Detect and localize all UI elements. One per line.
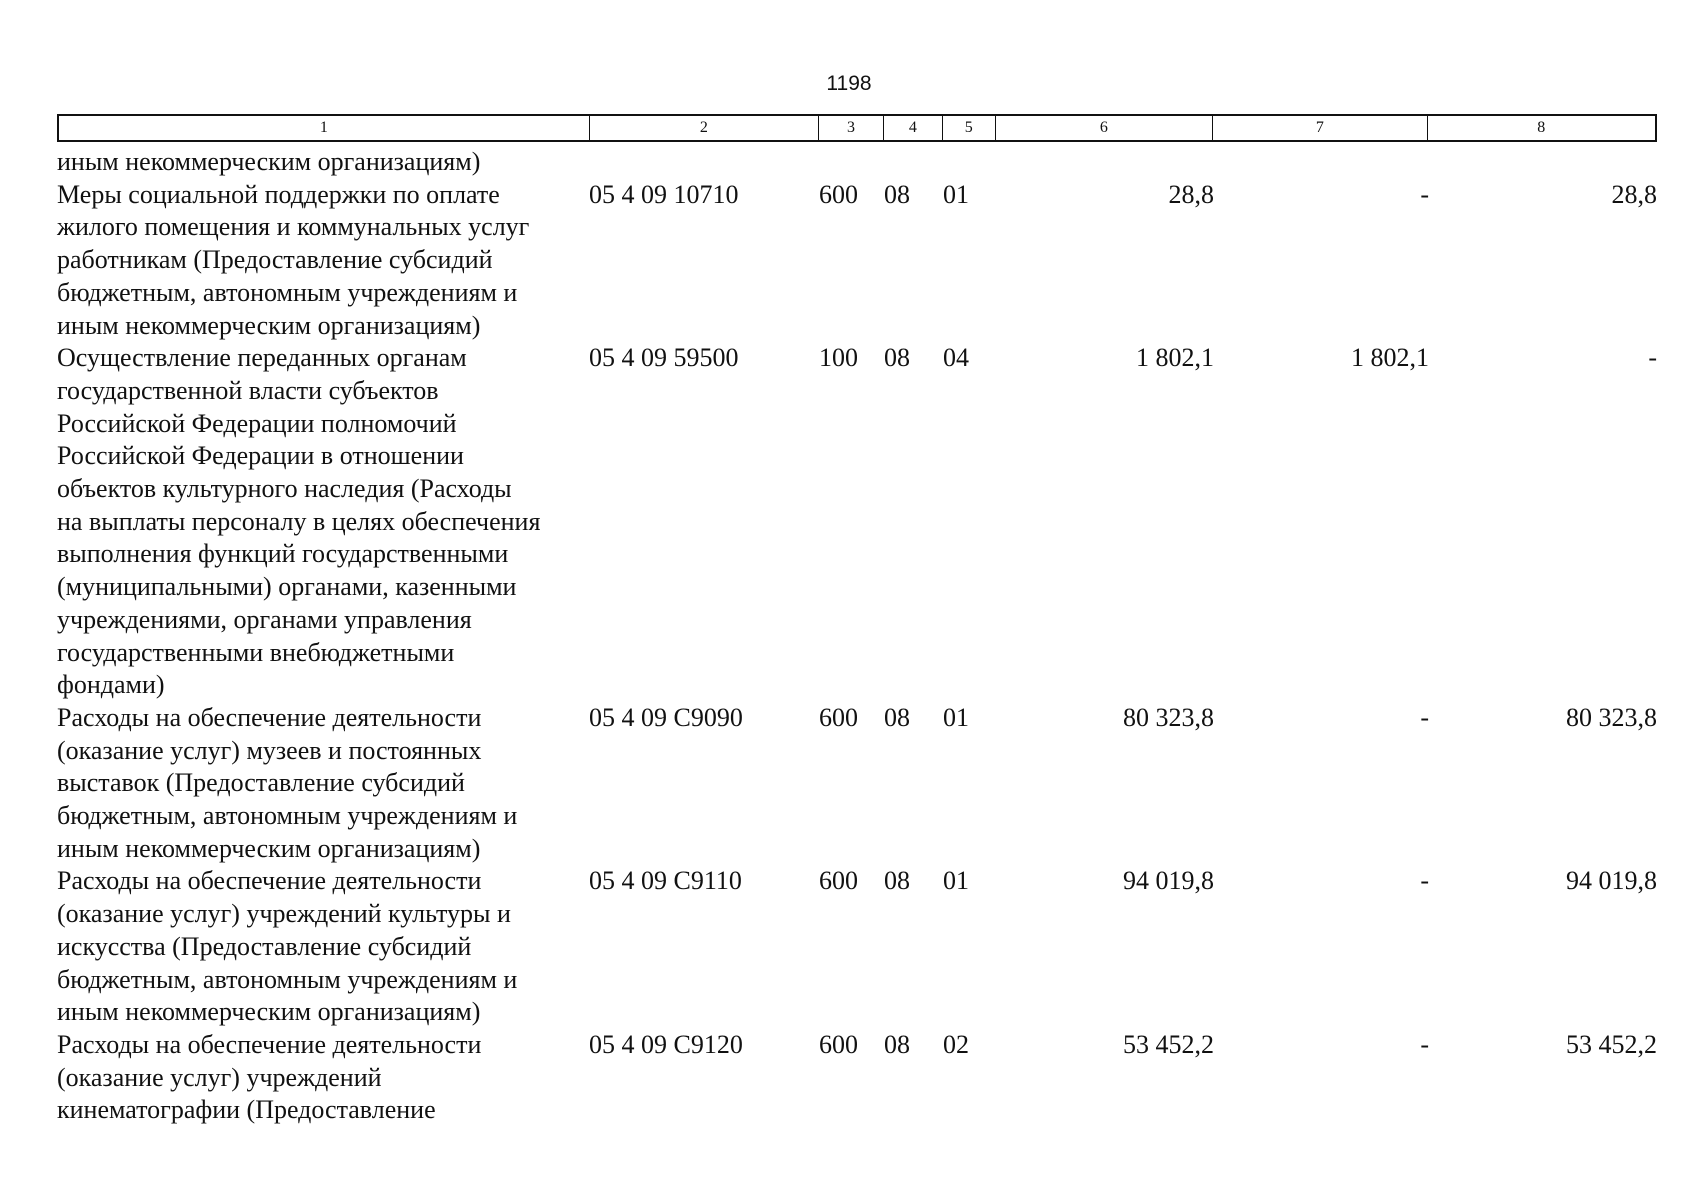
column-header-7: 7	[1213, 116, 1427, 140]
budget-code-cell: 05 4 09 10710	[589, 179, 739, 209]
regional-amount-cell: 53 452,2	[1566, 1029, 1657, 1059]
column-header-4: 4	[884, 116, 943, 140]
table-row	[57, 702, 1657, 866]
section-cell: 08	[884, 1029, 910, 1059]
description-cell	[57, 702, 589, 866]
description-line: работникам (Предоставление субсидий	[57, 245, 493, 275]
table-row	[57, 146, 1657, 179]
page-number: 1198	[826, 72, 872, 95]
description-line: на выплаты персоналу в целях обеспечения	[57, 506, 541, 536]
total-amount-cell: 53 452,2	[1123, 1029, 1214, 1059]
table-row	[57, 342, 1657, 702]
federal-amount-cell: -	[1420, 866, 1429, 896]
description-cell	[57, 342, 589, 702]
section-cell: 08	[884, 702, 910, 732]
budget-code-cell: 05 4 09 С9090	[589, 702, 743, 732]
section-cell: 08	[884, 866, 910, 896]
description-line: государственными внебюджетными	[57, 637, 455, 667]
subsection-cell: 01	[943, 702, 969, 732]
total-amount-cell: 80 323,8	[1123, 702, 1214, 732]
description-line: Расходы на обеспечение деятельности	[57, 866, 482, 896]
column-header-6: 6	[996, 116, 1213, 140]
table-row	[57, 1029, 1657, 1127]
description-line: Российской Федерации в отношении	[57, 441, 464, 471]
column-header-1: 1	[59, 116, 590, 140]
section-cell: 08	[884, 179, 910, 209]
regional-amount-cell: 94 019,8	[1566, 866, 1657, 896]
subsection-cell: 02	[943, 1029, 969, 1059]
table-row	[57, 179, 1657, 343]
column-header-3: 3	[819, 116, 884, 140]
table-row	[57, 865, 1657, 1029]
subsection-cell: 04	[943, 343, 969, 373]
description-line: (оказание услуг) музеев и постоянных	[57, 735, 482, 765]
description-line: кинематографии (Предоставление	[57, 1095, 436, 1125]
table-header	[57, 114, 1657, 142]
description-line: Расходы на обеспечение деятельности	[57, 702, 482, 732]
federal-amount-cell: 1 802,1	[1351, 343, 1429, 373]
description-line: государственной власти субъектов	[57, 375, 439, 405]
description-line: иным некоммерческим организациям)	[57, 147, 481, 176]
budget-code-cell: 05 4 09 С9120	[589, 1029, 743, 1059]
description-line: иным некоммерческим организациям)	[57, 997, 481, 1027]
column-header-5: 5	[943, 116, 996, 140]
description-line: объектов культурного наследия (Расходы	[57, 474, 512, 504]
budget-code-cell: 05 4 09 59500	[589, 343, 739, 373]
description-line: Расходы на обеспечение деятельности	[57, 1029, 482, 1059]
table-body	[57, 146, 1657, 1127]
description-line: учреждениями, органами управления	[57, 604, 472, 634]
regional-amount-cell: 80 323,8	[1566, 702, 1657, 732]
expense-type-cell: 600	[819, 702, 858, 732]
description-cell	[57, 1029, 589, 1127]
total-amount-cell: 1 802,1	[1136, 343, 1214, 373]
description-cell	[57, 179, 589, 343]
description-line: выставок (Предоставление субсидий	[57, 768, 465, 798]
column-header-2: 2	[590, 116, 819, 140]
budget-code-cell: 05 4 09 С9110	[589, 866, 742, 896]
description-line: иным некоммерческим организациям)	[57, 833, 481, 863]
subsection-cell: 01	[943, 866, 969, 896]
expense-type-cell: 600	[819, 866, 858, 896]
description-line: бюджетным, автономным учреждениям и	[57, 277, 518, 307]
description-line: (оказание услуг) учреждений	[57, 1062, 382, 1092]
federal-amount-cell: -	[1420, 702, 1429, 732]
subsection-cell: 01	[943, 179, 969, 209]
description-cell	[57, 865, 589, 1029]
description-line: бюджетным, автономным учреждениям и	[57, 964, 518, 994]
federal-amount-cell: -	[1420, 1029, 1429, 1059]
description-line: фондами)	[57, 670, 165, 700]
description-line: иным некоммерческим организациям)	[57, 310, 481, 340]
expense-type-cell: 600	[819, 1029, 858, 1059]
federal-amount-cell: -	[1420, 179, 1429, 209]
description-line: искусства (Предоставление субсидий	[57, 931, 472, 961]
total-amount-cell: 94 019,8	[1123, 866, 1214, 896]
expense-type-cell: 100	[819, 343, 858, 373]
description-line: (муниципальными) органами, казенными	[57, 572, 517, 602]
description-line: выполнения функций государственными	[57, 539, 509, 569]
section-cell: 08	[884, 343, 910, 373]
column-header-8: 8	[1537, 119, 1546, 136]
description-line: Меры социальной поддержки по оплате	[57, 179, 500, 209]
total-amount-cell: 28,8	[1168, 179, 1214, 209]
regional-amount-cell: 28,8	[1611, 179, 1657, 209]
description-line: Осуществление переданных органам	[57, 343, 467, 373]
description-cell	[57, 146, 589, 179]
description-line: (оказание услуг) учреждений культуры и	[57, 899, 511, 929]
description-line: бюджетным, автономным учреждениям и	[57, 801, 518, 831]
description-line: жилого помещения и коммунальных услуг	[57, 212, 530, 242]
description-line: Российской Федерации полномочий	[57, 408, 457, 438]
regional-amount-cell: -	[1648, 343, 1657, 373]
expense-type-cell: 600	[819, 179, 858, 209]
